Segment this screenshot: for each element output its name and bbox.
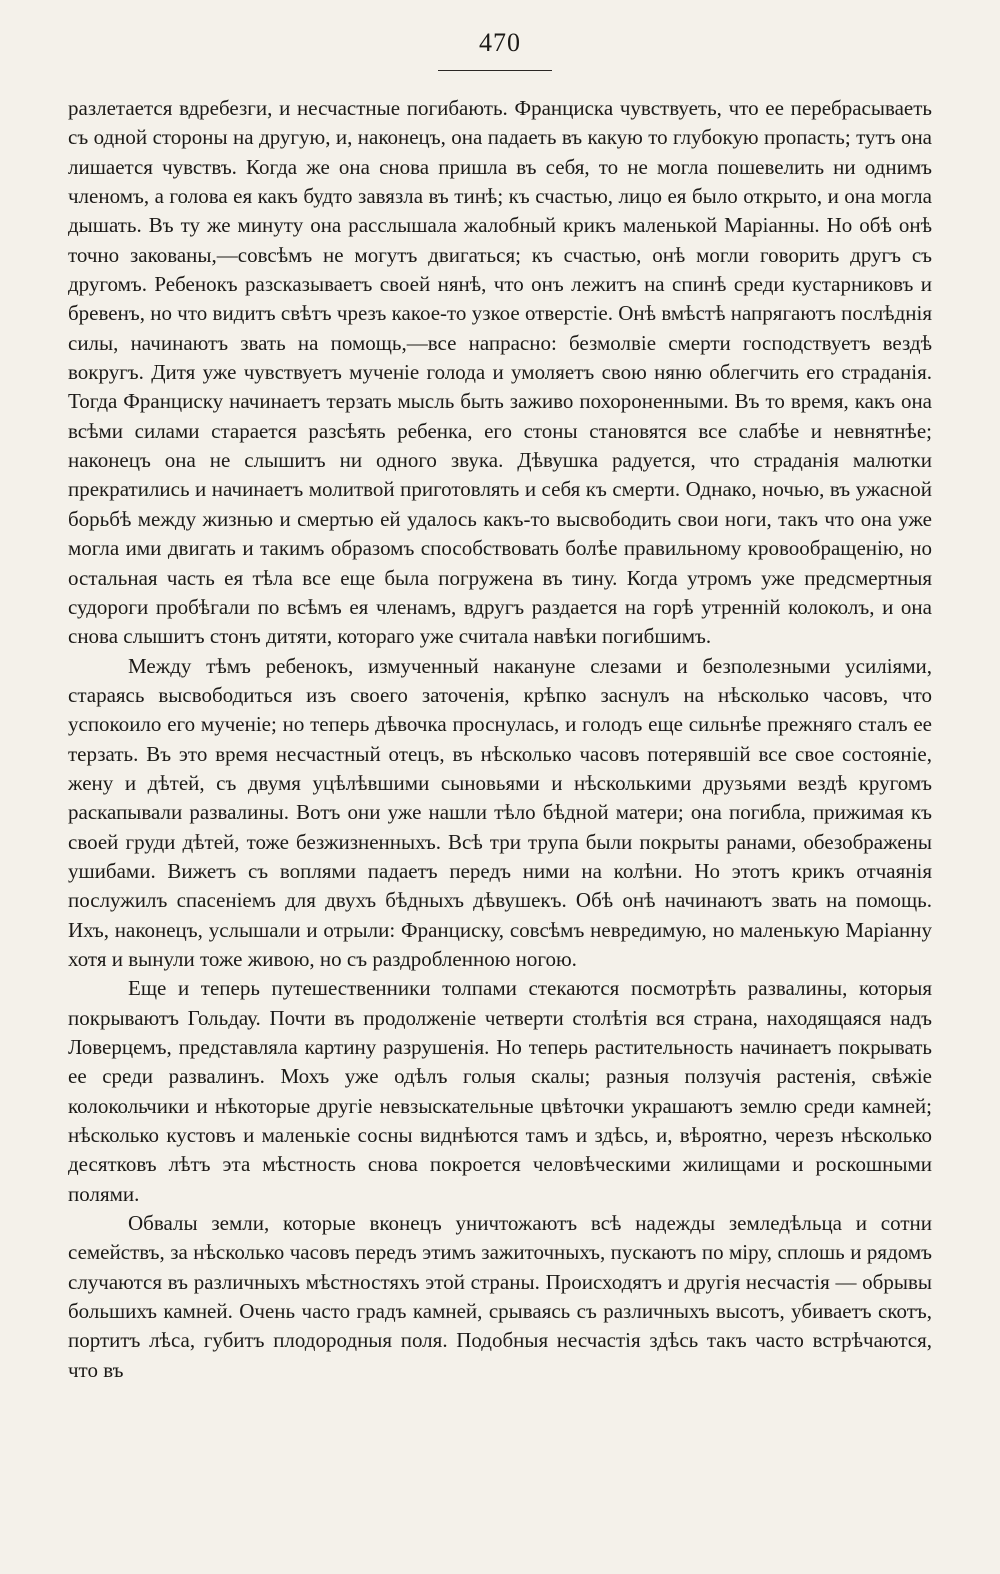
page-number-rule xyxy=(438,70,552,71)
paragraph: Между тѣмъ ребенокъ, измученный накануне слезами и безполезными усиліями, стараясь высвободиться изъ своего заточенія, крѣпко заснулъ на нѣсколько часовъ, что успокоило его мученіе; но теперь дѣвочка проснулась, и голодъ еще сильнѣе прежняго сталъ ее терзать. Въ это время несчастный отецъ, въ нѣсколько часовъ потерявшій все свое состояніе, жену и дѣтей, съ двумя уцѣлѣвшими сыновьями и нѣсколькими друзьями вездѣ кругомъ раскапывали развалины. Вотъ они уже нашли тѣло бѣдной матери; она погибла, прижимая къ своей груди дѣтей, тоже безжизненныхъ. Всѣ три трупа были покрыты ранами, обезображены ушибами. Вижетъ съ воплями падаетъ передъ ними на колѣни. Но этотъ крикъ отчаянія послужилъ спасеніемъ для двухъ бѣдныхъ дѣвушекъ. Обѣ онѣ начинаютъ звать на помощь. Ихъ, наконецъ, услышали и отрыли: Франциску, совсѣмъ невредимую, но маленькую Маріанну хотя и вынули тоже живою, но съ раздробленною ногою. xyxy=(68,653,932,971)
paragraph: Еще и теперь путешественники толпами стекаются посмотрѣть развалины, которыя покрываютъ Гольдау. Почти въ продолженіе четверти столѣтія вся страна, находящаяся надъ Ловерцемъ, представляла картину разрушенія. Но теперь растительность начинаетъ покрывать ее среди развалинъ. Мохъ уже одѣлъ голыя скалы; разныя ползучія растенія, свѣжіе колокольчики и нѣкоторые другіе невзыскательные цвѣточки украшаютъ землю среди камней; нѣсколько кустовъ и маленькіе сосны виднѣются тамъ и здѣсь, и, вѣроятно, черезъ нѣсколько десятковъ лѣтъ эта мѣстность снова покроется человѣческими жилищами и роскошными полями. xyxy=(68,976,932,1206)
paragraph: Обвалы земли, которые вконецъ уничтожаютъ всѣ надежды земледѣльца и сотни семействъ, за нѣсколько часовъ передъ этимъ зажиточныхъ, пускаютъ по міру, сплошь и рядомъ случаются въ различныхъ мѣстностяхъ этой страны. Происходятъ и другія несчастія — обрывы большихъ камней. Очень часто градъ камней, срываясь съ различныхъ высотъ, убиваетъ скотъ, портитъ лѣса, губитъ плодородныя поля. Подобныя несчастія здѣсь такъ часто встрѣчаются, что въ xyxy=(68,1211,932,1382)
paragraph: разлетается вдребезги, и несчастные погибають. Франциска чувствуеть, что ее перебрасываеть съ одной стороны на другую, и, наконецъ, она падаеть въ какую то глубокую пропасть; тутъ она лишается чувствъ. Когда же она снова пришла въ себя, то не могла пошевелить ни однимъ членомъ, а голова ея какъ будто завязла въ тинѣ; къ счастью, лицо ея было открыто, и она могла дышать. Въ ту же минуту она расслышала жалобный крикъ маленькой Маріанны. Но обѣ онѣ точно закованы,—совсѣмъ не могутъ двигаться; къ счастью, онѣ могли говорить другъ съ другомъ. Ребенокъ разсказываетъ своей нянѣ, что онъ лежитъ на спинѣ среди кустарниковъ и бревенъ, но что видитъ свѣтъ чрезъ какое-то узкое отверстіе. Онѣ вмѣстѣ напрягаютъ послѣднія силы, начинаютъ звать на помощь,—все напрасно: безмолвіе смерти господствуетъ вездѣ вокругъ. Дитя уже чувствуетъ мученіе голода и умоляетъ свою няню облегчить его страданія. Тогда Франциску начинаетъ терзать мысль быть заживо похороненными. Въ то время, какъ она всѣми силами старается разсѣять ребенка, его стоны становятся все слабѣе и невнятнѣе; наконецъ она не слышитъ ни одного звука. Дѣвушка радуется, что страданія малютки прекратились и начинаетъ молитвой приготовлять и себя къ смерти. Однако, ночью, въ ужасной борьбѣ между жизнью и смертью ей удалось какъ-то высвободить свои ноги, такъ что она уже могла ими двигать и такимъ образомъ способствовать болѣе правильному кровообращенію, но остальная часть ея тѣла все еще была погружена въ тину. Когда утромъ уже предсмертныя судороги пробѣгали по всѣмъ ея членамъ, вдругъ раздается на горѣ утренній колоколъ, и она снова слышитъ стонъ дитяти, котораго уже считала навѣки погибшимъ. xyxy=(68,96,932,649)
body-text xyxy=(68,94,932,1385)
page-number: 470 xyxy=(479,28,521,57)
